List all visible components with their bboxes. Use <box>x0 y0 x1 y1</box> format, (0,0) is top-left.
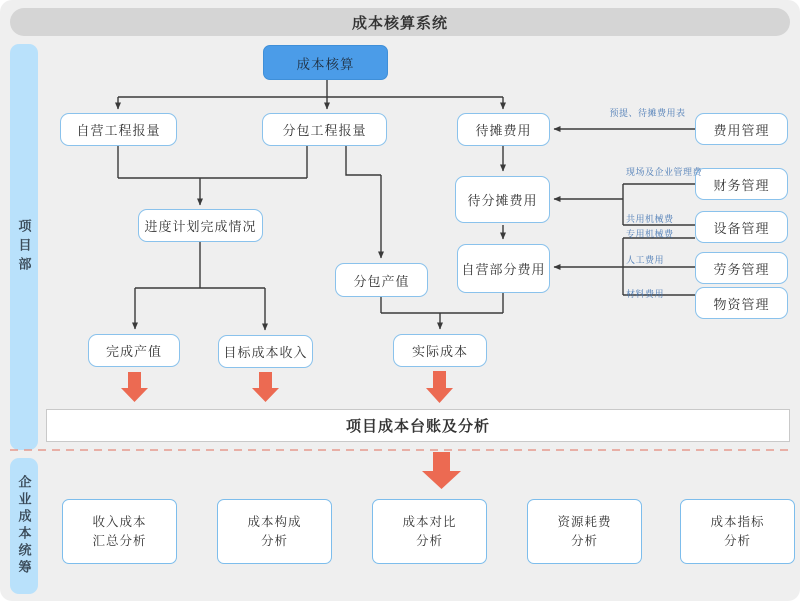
node-done-output: 完成产值 <box>88 334 180 367</box>
analysis-box-cost-indicator <box>680 499 795 564</box>
analysis-label-line2: 分析 <box>723 533 751 548</box>
node-subcontract-output: 分包产值 <box>335 263 428 297</box>
node-material-management: 物资管理 <box>695 287 788 319</box>
node-cost-accounting: 成本核算 <box>263 45 388 80</box>
lane-project-dept: 项目部 <box>10 44 38 450</box>
node-pending-expense: 待摊费用 <box>457 113 550 146</box>
edge-label-labor-fee: 人工费用 <box>626 255 665 265</box>
edge-label-material-fee: 材料费用 <box>626 289 665 299</box>
node-subcontract-report: 分包工程报量 <box>262 113 387 146</box>
red-arrow-actual-cost <box>426 371 453 403</box>
analysis-label-line1: 成本对比 <box>402 514 457 529</box>
diagram-title: 成本核算系统 <box>10 8 790 36</box>
analysis-label-line1: 收入成本 <box>92 514 147 529</box>
red-arrow-ledger-to-analysis <box>422 452 461 489</box>
analysis-box-cost-composition <box>217 499 332 564</box>
edge-label-shared-machine-fee: 共用机械费 <box>626 214 674 224</box>
node-own-project-report: 自营工程报量 <box>60 113 177 146</box>
node-finance-management: 财务管理 <box>695 168 788 200</box>
red-arrow-target-cost <box>252 372 279 402</box>
node-to-allocate-expense: 待分摊费用 <box>455 176 550 223</box>
analysis-label-line1: 成本指标 <box>710 514 765 529</box>
node-labor-management: 劳务管理 <box>695 252 788 284</box>
node-equipment-management: 设备管理 <box>695 211 788 243</box>
node-actual-cost: 实际成本 <box>393 334 487 367</box>
node-schedule-completion: 进度计划完成情况 <box>138 209 263 242</box>
analysis-label-line1: 资源耗费 <box>557 514 612 529</box>
node-own-part-expense: 自营部分费用 <box>457 244 550 293</box>
edge-label-site-admin-fee: 现场及企业管理费 <box>626 167 703 177</box>
analysis-label-line2: 分析 <box>260 533 288 548</box>
node-target-cost-income: 目标成本收入 <box>218 335 313 368</box>
edge-label-dedicated-machine-fee: 专用机械费 <box>626 229 674 239</box>
analysis-box-cost-comparison <box>372 499 487 564</box>
analysis-label-line2: 汇总分析 <box>92 533 147 548</box>
red-arrow-done-output <box>121 372 148 402</box>
ledger-bar: 项目成本台账及分析 <box>46 409 790 442</box>
analysis-label-line1: 成本构成 <box>247 514 302 529</box>
lane-enterprise-cost: 企业成本统筹 <box>10 458 38 594</box>
analysis-box-resource-consumption <box>527 499 642 564</box>
node-expense-management: 费用管理 <box>695 113 788 145</box>
edge-label-accrual-pending-table: 预提、待摊费用表 <box>609 108 686 118</box>
analysis-label-line2: 分析 <box>415 533 443 548</box>
analysis-label-line2: 分析 <box>570 533 598 548</box>
analysis-box-income-cost-summary <box>62 499 177 564</box>
